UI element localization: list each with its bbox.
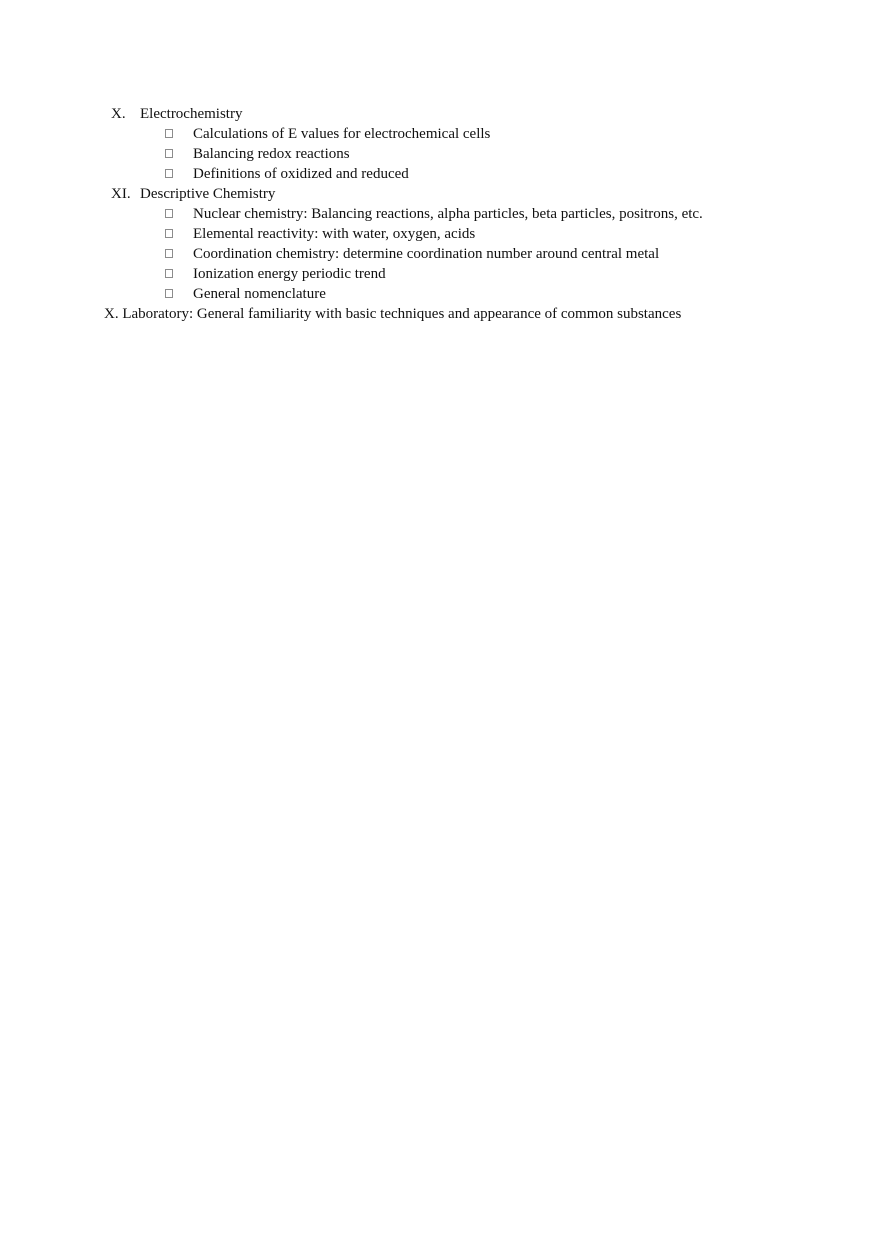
section-title: Descriptive Chemistry	[140, 186, 276, 202]
section-number: XI.	[111, 186, 131, 202]
section-number: X.	[111, 106, 126, 122]
list-item-text: Balancing redox reactions	[193, 146, 350, 162]
checkbox-glyph-icon	[165, 229, 173, 238]
checkbox-glyph-icon	[165, 209, 173, 218]
section-title: Electrochemistry	[140, 106, 243, 122]
list-item-text: Coordination chemistry: determine coordination number around central metal	[193, 246, 660, 262]
checkbox-glyph-icon	[165, 169, 173, 178]
laboratory-line: X. Laboratory: General familiarity with basic techniques and appearance of common substances	[104, 306, 682, 322]
section-heading	[111, 104, 242, 124]
list-item-text: Ionization energy periodic trend	[193, 266, 386, 282]
list-item-text: General nomenclature	[193, 286, 326, 302]
list-item-text: Calculations of E values for electrochemical cells	[193, 126, 491, 142]
checkbox-glyph-icon	[165, 249, 173, 258]
checkbox-glyph-icon	[165, 269, 173, 278]
checkbox-glyph-icon	[165, 149, 173, 158]
section-heading	[111, 184, 275, 204]
list-item-text: Definitions of oxidized and reduced	[193, 166, 409, 182]
checkbox-glyph-icon	[165, 289, 173, 298]
list-item-text: Elemental reactivity: with water, oxygen, acids	[193, 226, 476, 242]
list-item-text: Nuclear chemistry: Balancing reactions, alpha particles, beta particles, positrons, etc.	[193, 206, 703, 222]
checkbox-glyph-icon	[165, 129, 173, 138]
